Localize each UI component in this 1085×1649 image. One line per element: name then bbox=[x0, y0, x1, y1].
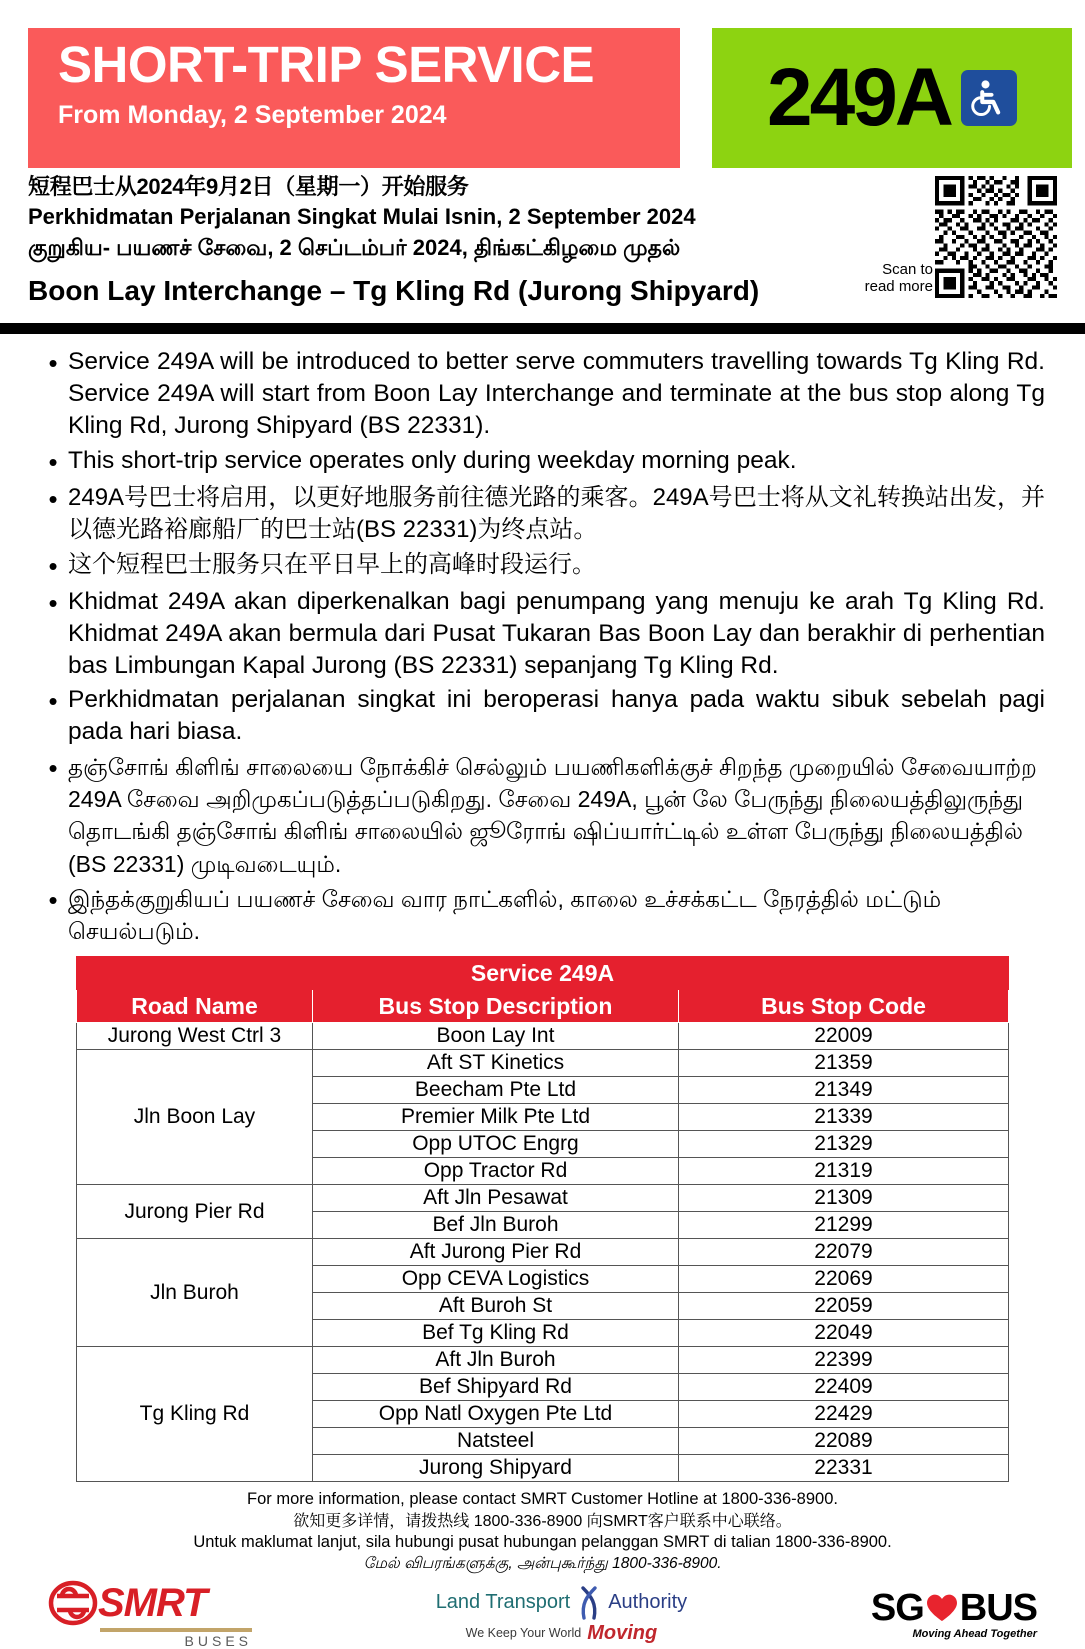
bullet-text-en: Service 249A will be introduced to better serve commuters travelling towards Tg Kling Rd. Service 249A will start from Boon Lay Interchange and terminate at the bus stop along Tg Kling Rd, Jurong Shipyard (BS 22331). bbox=[68, 348, 1045, 439]
cell-bus-stop-description: Beecham Pte Ltd bbox=[312, 1077, 678, 1104]
cell-bus-stop-code: 22429 bbox=[678, 1401, 1008, 1428]
footer-line-english: For more information, please contact SMRT Customer Hotline at 1800-336-8900. bbox=[247, 1490, 838, 1509]
bullet-item bbox=[38, 549, 1045, 583]
cell-bus-stop-code: 22069 bbox=[678, 1266, 1008, 1293]
cell-bus-stop-code: 21299 bbox=[678, 1212, 1008, 1239]
lta-ribbon-icon bbox=[574, 1585, 604, 1621]
smrt-underline bbox=[100, 1628, 252, 1632]
bus-stops-table bbox=[76, 956, 1009, 1482]
lta-top-row bbox=[436, 1585, 687, 1621]
smrt-wordmark: SMRT bbox=[98, 1581, 207, 1626]
bullet-marker-icon: • bbox=[48, 446, 58, 477]
bullet-item bbox=[38, 346, 1045, 442]
cell-bus-stop-description: Opp UTOC Engrg bbox=[312, 1131, 678, 1158]
qr-code-icon[interactable] bbox=[935, 176, 1057, 298]
route-corridor-title: Boon Lay Interchange – Tg Kling Rd (Jurong Shipyard) bbox=[28, 275, 760, 307]
cell-bus-stop-description: Bef Shipyard Rd bbox=[312, 1374, 678, 1401]
cell-road-name: Tg Kling Rd bbox=[76, 1347, 312, 1482]
announcement-bullets bbox=[0, 334, 1085, 947]
cell-bus-stop-code: 22009 bbox=[678, 1023, 1008, 1050]
top-banner bbox=[0, 0, 1085, 168]
scan-line-2: read more bbox=[864, 278, 933, 296]
logo-row bbox=[0, 1575, 1085, 1649]
column-header-road-name: Road Name bbox=[76, 990, 312, 1023]
header-line-malay: Perkhidmatan Perjalanan Singkat Mulai Isnin, 2 September 2024 bbox=[28, 204, 696, 230]
bullet-text-zh: 这个短程巴士服务只在平日早上的高峰时段运行。 bbox=[68, 550, 596, 578]
bullet-text-ms: Khidmat 249A akan diperkenalkan bagi penumpang yang menuju ke arah Tg Kling Rd. Khidmat 249A akan bermula dari Pusat Tukaran Bas Boon Lay dan berakhir di perhentian bas Limbungan Kapal Jurong (BS 22331) sepanjang Tg Kling Rd. bbox=[68, 587, 1045, 679]
footer-line-tamil: மேல் விபரங்களுக்கு, அன்புகூர்ந்து 1800-336-8900. bbox=[363, 1555, 722, 1573]
cell-bus-stop-code: 22079 bbox=[678, 1239, 1008, 1266]
bullet-text-ms: Perkhidmatan perjalanan singkat ini beroperasi hanya pada waktu sibuk sebelah pagi pada hari biasa. bbox=[68, 686, 1045, 746]
banner-title: SHORT-TRIP SERVICE bbox=[58, 36, 595, 93]
wheelchair-accessible-icon bbox=[961, 70, 1017, 126]
bullet-marker-icon: • bbox=[48, 587, 58, 618]
sgbus-tagline: Moving Ahead Together bbox=[912, 1628, 1037, 1641]
cell-bus-stop-description: Bef Jln Buroh bbox=[312, 1212, 678, 1239]
cell-bus-stop-code: 21329 bbox=[678, 1131, 1008, 1158]
sgbus-wordmark-row bbox=[870, 1587, 1037, 1630]
table-row bbox=[76, 1050, 1008, 1077]
lta-tagline-row bbox=[436, 1622, 687, 1645]
column-header-bus-stop-code: Bus Stop Code bbox=[678, 990, 1008, 1023]
bullet-item bbox=[38, 445, 1045, 479]
sgbus-logo bbox=[871, 1589, 1037, 1640]
bullet-text-en: This short-trip service operates only during weekday morning peak. bbox=[68, 446, 797, 474]
footer-line-malay: Untuk maklumat lanjut, sila hubungi pusat hubungan pelanggan SMRT di talian 1800-336-8900. bbox=[193, 1533, 892, 1552]
cell-bus-stop-description: Aft Buroh St bbox=[312, 1293, 678, 1320]
multilingual-header bbox=[0, 168, 1085, 323]
cell-bus-stop-description: Natsteel bbox=[312, 1428, 678, 1455]
cell-bus-stop-code: 22409 bbox=[678, 1374, 1008, 1401]
cell-bus-stop-description: Opp Natl Oxygen Pte Ltd bbox=[312, 1401, 678, 1428]
cell-bus-stop-code: 21339 bbox=[678, 1104, 1008, 1131]
lta-logo bbox=[436, 1585, 687, 1645]
banner-green-block bbox=[712, 28, 1072, 168]
cell-road-name: Jurong West Ctrl 3 bbox=[76, 1023, 312, 1050]
qr-section bbox=[865, 176, 1057, 298]
cell-bus-stop-code: 22089 bbox=[678, 1428, 1008, 1455]
table-row bbox=[76, 1239, 1008, 1266]
smrt-emblem-icon bbox=[48, 1580, 98, 1626]
lta-tagline-text: We Keep Your World bbox=[465, 1626, 582, 1641]
bullet-text-ta: இந்தக்குறுகியப் பயணச் சேவை வார நாட்களில், காலை உச்சக்கட்ட நேரத்தில் மட்டும் செயல்படும். bbox=[68, 885, 942, 945]
cell-bus-stop-description: Aft Jurong Pier Rd bbox=[312, 1239, 678, 1266]
sgbus-bus-text: BUS bbox=[959, 1587, 1037, 1630]
cell-bus-stop-description: Opp CEVA Logistics bbox=[312, 1266, 678, 1293]
sgbus-sg-text: SG bbox=[870, 1587, 924, 1630]
cell-bus-stop-description: Bef Tg Kling Rd bbox=[312, 1320, 678, 1347]
scan-instruction bbox=[865, 261, 933, 298]
column-header-bus-stop-description: Bus Stop Description bbox=[312, 990, 678, 1023]
table-header-row bbox=[76, 990, 1008, 1023]
footer-contact bbox=[0, 1482, 1085, 1575]
table-row bbox=[76, 1023, 1008, 1050]
bullet-marker-icon: • bbox=[48, 550, 58, 581]
cell-bus-stop-code: 22399 bbox=[678, 1347, 1008, 1374]
smrt-logo-row bbox=[48, 1580, 207, 1626]
bullet-item bbox=[38, 586, 1045, 682]
footer-line-chinese: 欲知更多详情，请拨热线 1800-336-8900 向SMRT客户联系中心联络。 bbox=[293, 1513, 792, 1531]
bus-stops-table-wrap bbox=[0, 950, 1085, 1482]
banner-subtitle: From Monday, 2 September 2024 bbox=[58, 100, 447, 129]
cell-bus-stop-description: Aft Jln Buroh bbox=[312, 1347, 678, 1374]
lta-authority-text: Authority bbox=[608, 1591, 688, 1614]
bullet-text-ta: தஞ்சோங் கிளிங் சாலையை நோக்கிச் செல்லும் பயணிகளிக்குச் சிறந்த முறையில் சேவையாற்ற 249A சேவை அறிமுகப்படுத்தப்படுகிறது. சேவை 249A, பூன் லே பேருந்து நிலையத்திலுருந்து தொடங்கி தஞ்சோங் கிளிங் சாலையில் ஜூரோங் ஷிப்யார்ட்டில் உள்ள பேருந்து நிலையத்தில் (BS 22331) முடிவடையும். bbox=[68, 754, 1037, 877]
banner-red-block bbox=[28, 28, 680, 168]
header-line-chinese: 短程巴士从2024年9月2日（星期一）开始服务 bbox=[28, 174, 469, 199]
bullet-marker-icon: • bbox=[48, 884, 58, 915]
bullet-item bbox=[38, 751, 1045, 880]
lta-moving-text: Moving bbox=[587, 1621, 658, 1644]
bus-stops-table-body bbox=[76, 1023, 1008, 1482]
cell-road-name: Jurong Pier Rd bbox=[76, 1185, 312, 1239]
cell-bus-stop-description: Jurong Shipyard bbox=[312, 1455, 678, 1482]
table-row bbox=[76, 1185, 1008, 1212]
section-divider bbox=[0, 323, 1085, 334]
cell-bus-stop-code: 21309 bbox=[678, 1185, 1008, 1212]
bullet-item bbox=[38, 883, 1045, 947]
cell-bus-stop-code: 21359 bbox=[678, 1050, 1008, 1077]
bullet-text-zh: 249A号巴士将启用，以更好地服务前往德光路的乘客。249A号巴士将从文礼转换站出发，并以德光路裕廊船厂的巴士站(BS 22331)为终点站。 bbox=[68, 483, 1045, 543]
header-line-tamil: குறுகிய- பயணச் சேவை, 2 செப்டம்பர் 2024, திங்கட்கிழமை முதல் bbox=[28, 234, 681, 260]
cell-road-name: Jln Buroh bbox=[76, 1239, 312, 1347]
scan-line-1: Scan to bbox=[882, 260, 933, 278]
cell-bus-stop-description: Premier Milk Pte Ltd bbox=[312, 1104, 678, 1131]
bullet-item bbox=[38, 684, 1045, 748]
cell-road-name: Jln Boon Lay bbox=[76, 1050, 312, 1185]
cell-bus-stop-description: Opp Tractor Rd bbox=[312, 1158, 678, 1185]
bullet-marker-icon: • bbox=[48, 348, 58, 378]
bullet-marker-icon: • bbox=[48, 483, 58, 514]
cell-bus-stop-description: Aft ST Kinetics bbox=[312, 1050, 678, 1077]
heart-icon bbox=[925, 1592, 959, 1624]
bullet-marker-icon: • bbox=[48, 686, 58, 717]
cell-bus-stop-code: 22049 bbox=[678, 1320, 1008, 1347]
table-title-row bbox=[76, 957, 1008, 990]
bullet-item bbox=[38, 482, 1045, 546]
bullet-marker-icon: • bbox=[48, 753, 58, 784]
smrt-buses-label: BUSES bbox=[184, 1633, 252, 1649]
smrt-buses-logo bbox=[48, 1580, 252, 1649]
route-number: 249A bbox=[766, 52, 952, 143]
cell-bus-stop-description: Boon Lay Int bbox=[312, 1023, 678, 1050]
cell-bus-stop-code: 21349 bbox=[678, 1077, 1008, 1104]
table-row bbox=[76, 1347, 1008, 1374]
lta-land-transport-text: Land Transport bbox=[435, 1591, 571, 1614]
cell-bus-stop-description: Aft Jln Pesawat bbox=[312, 1185, 678, 1212]
cell-bus-stop-code: 22331 bbox=[678, 1455, 1008, 1482]
table-title: Service 249A bbox=[76, 957, 1008, 990]
cell-bus-stop-code: 22059 bbox=[678, 1293, 1008, 1320]
cell-bus-stop-code: 21319 bbox=[678, 1158, 1008, 1185]
